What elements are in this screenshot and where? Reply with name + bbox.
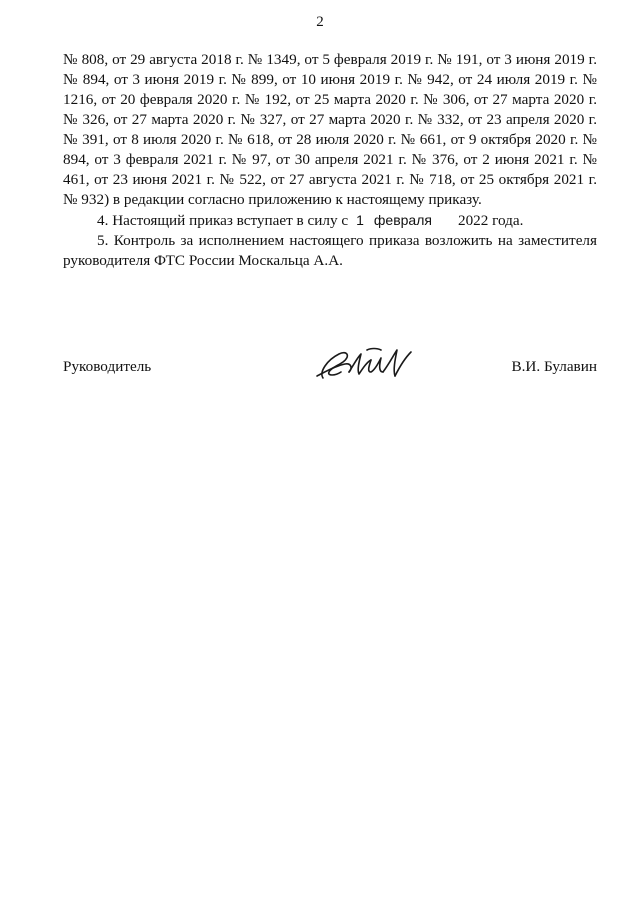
signature-block (63, 350, 597, 400)
effective-date-month: февраля (373, 212, 432, 228)
signatory-role: Руководитель (63, 358, 152, 375)
paragraph-effective-date (63, 210, 597, 231)
effective-date-day: 1 (356, 212, 364, 228)
page-number: 2 (316, 14, 324, 30)
effective-date-prefix: 4. Настоящий приказ вступает в силу с (97, 212, 349, 229)
signatory-name: В.И. Булавин (511, 358, 597, 375)
paragraph-amendments-list: № 808, от 29 августа 2018 г. № 1349, от 5 февраля 2019 г. № 191, от 3 июня 2019 г. № 894, от 3 июня 2019 г. № 899, от 10 июня 2019 г. № 942, от 24 июля 2019 г. № 1216, от 20 февраля 2020 г. № 192, от 25 марта 2020 г. № 306, от 27 марта 2020 г. № 326, от 27 марта 2020 г. № 327, от 27 марта 2020 г. № 332, от 23 апреля 2020 г. № 391, от 8 июля 2020 г. № 618, от 28 июля 2020 г. № 661, от 9 октября 2020 г. № 894, от 3 февраля 2021 г. № 97, от 30 апреля 2021 г. № 376, от 2 июня 2021 г. № 461, от 23 июня 2021 г. № 522, от 27 августа 2021 г. № 718, от 25 октября 2021 г. № 932) в редакции согласно приложению к настоящему приказу. (63, 51, 597, 208)
paragraph-control: 5. Контроль за исполнением настоящего приказа возложить на заместителя руководителя ФТС России Москальца А.А. (63, 232, 597, 269)
document-body (63, 50, 597, 271)
effective-date-year: 2022 года. (457, 212, 524, 229)
handwritten-signature-icon (309, 342, 419, 386)
